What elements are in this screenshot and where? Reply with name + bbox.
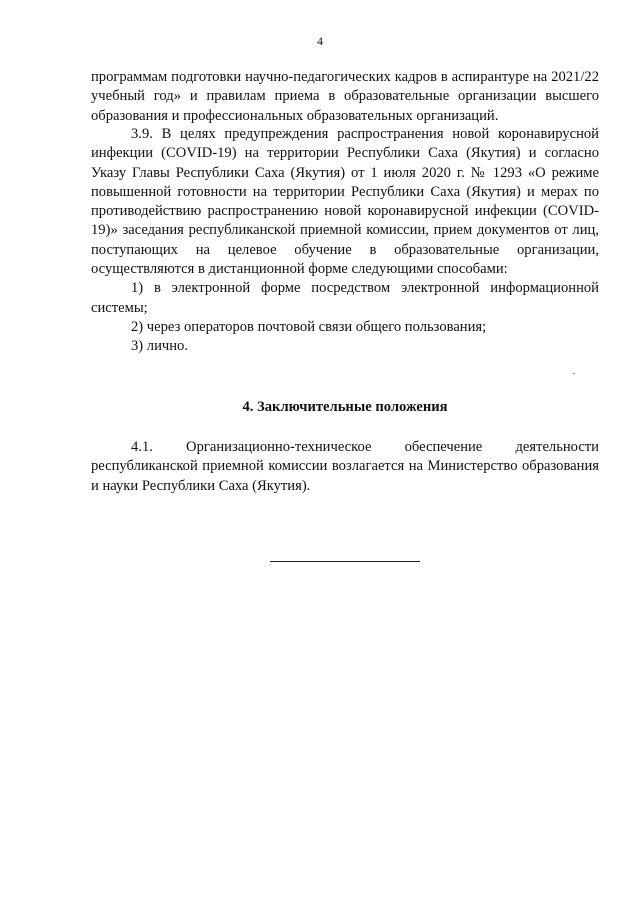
scan-speck (573, 373, 575, 374)
clause-4-1-paragraph: 4.1. Организационно-техническое обеспечение деятельности республиканской приемной комиссии возлагается на Министерство образования и науки Республики Саха (Якутия). (91, 439, 599, 494)
list-item-in-person: 3) лично. (131, 338, 188, 355)
clause-3-9-block (91, 125, 599, 357)
clause-3-9-paragraph: 3.9. В целях предупреждения распространения новой коронавирусной инфекции (COVID-19) на территории Республики Саха (Якутия) и согласно Указу Главы Республики Саха (Якутия) от 1 июля 2020 г. № 1293 «О режиме повышенной готовности на территории Республики Саха (Якутия) и мерах по противодействию распространению новой коронавирусной инфекции (COVID-19)» заседания республиканской приемной комиссии, прием документов от лиц, поступающих на целевое обучение в образовательные организации, осуществляются в дистанционной форме следующими способами: (91, 126, 599, 278)
list-item-postal: 2) через операторов почтовой связи общего пользования; (131, 318, 487, 335)
page-number: 4 (317, 34, 323, 48)
clause-4-1-block (91, 438, 599, 496)
continued-paragraph-block (91, 68, 599, 126)
paragraph: программам подготовки научно-педагогических кадров в аспирантуре на 2021/22 учебный год» и правилам приема в образовательные организации высшего образования и профессиональных образовательных организаций. (91, 69, 599, 124)
section-heading: 4. Заключительные положения (242, 399, 448, 415)
list-item-electronic: 1) в электронной форме посредством электронной информационной системы; (91, 280, 599, 316)
end-separator-line (270, 561, 420, 562)
